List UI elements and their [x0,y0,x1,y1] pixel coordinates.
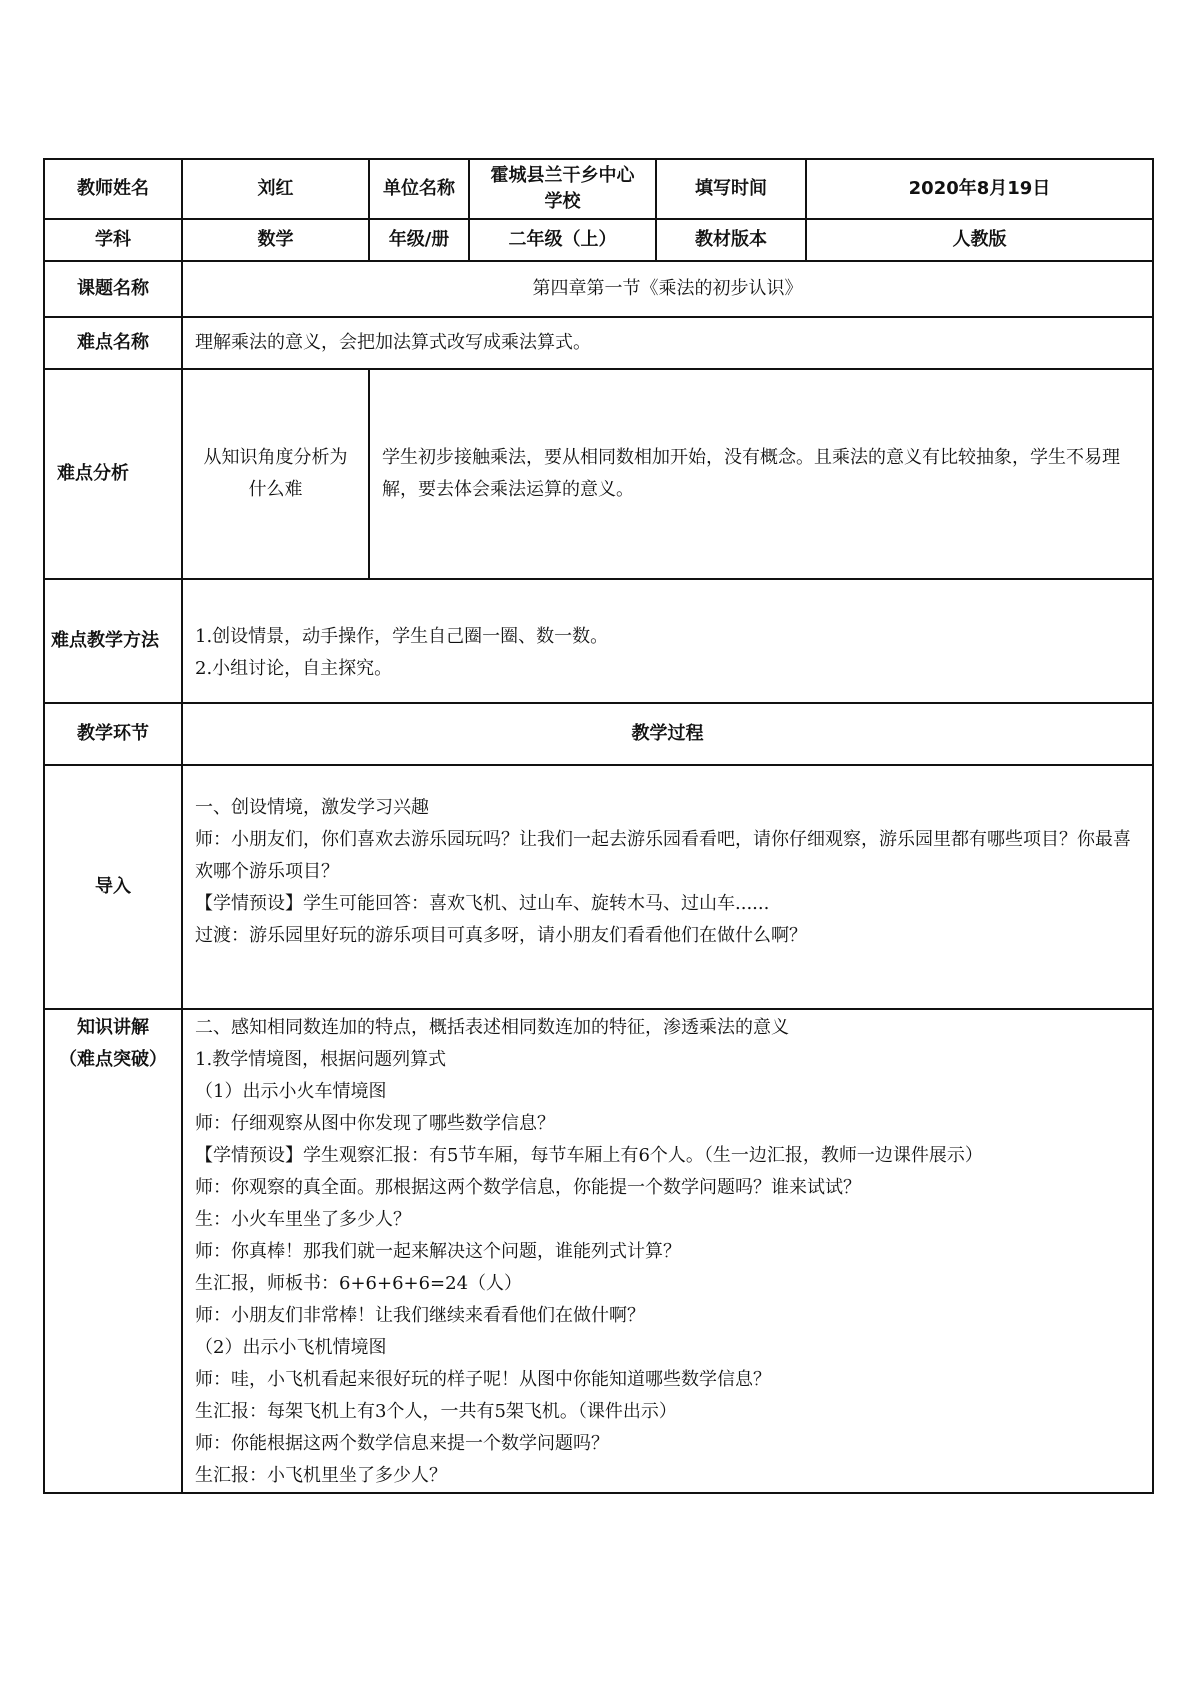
knowledge-line: 师：你观察的真全面。那根据这两个数学信息，你能提一个数学问题吗？谁来试试？ [195,1177,861,1198]
fill-date-label: 填写时间 [656,159,806,219]
intro-row [44,765,1153,1009]
edition-value: 人教版 [806,219,1153,261]
fill-date-value: 2020年8月19日 [806,159,1153,219]
header-row-1 [44,159,1153,219]
intro-line: 师：小朋友们，你们喜欢去游乐园玩吗？让我们一起去游乐园看看吧，请你仔细观察，游乐园里都有哪些项目？你最喜欢哪个游乐项目？ [195,829,1131,882]
knowledge-row [44,1009,1153,1493]
knowledge-line: 师：小朋友们非常棒！让我们继续来看看他们在做什啊？ [195,1305,645,1326]
process-section-label: 教学环节 [44,703,182,765]
method-content [182,579,1153,703]
teacher-name-value: 刘红 [182,159,369,219]
topic-value: 第四章第一节《乘法的初步认识》 [182,261,1153,317]
difficulty-row [44,317,1153,369]
subject-value: 数学 [182,219,369,261]
analysis-value: 学生初步接触乘法，要从相同数相加开始，没有概念。且乘法的意义有比较抽象，学生不易理解，要去体会乘法运算的意义。 [369,369,1153,579]
knowledge-line: 生汇报：每架飞机上有3个人，一共有5架飞机。（课件出示） [195,1401,677,1422]
knowledge-line: 生汇报：小飞机里坐了多少人？ [195,1465,447,1486]
knowledge-line: 生：小火车里坐了多少人？ [195,1209,411,1230]
method-line: 2.小组讨论，自主探究。 [195,658,393,679]
method-line: 1.创设情景，动手操作，学生自己圈一圈、数一数。 [195,626,609,647]
process-header-row [44,703,1153,765]
knowledge-line: （1）出示小火车情境图 [195,1081,387,1102]
intro-line: 一、创设情境，激发学习兴趣 [195,797,429,818]
analysis-sub-label: 从知识角度分析为什么难 [182,369,369,579]
intro-line: 过渡：游乐园里好玩的游乐项目可真多呀，请小朋友们看看他们在做什么啊？ [195,925,807,946]
edition-label: 教材版本 [656,219,806,261]
knowledge-line: 1.教学情境图，根据问题列算式 [195,1049,447,1070]
topic-row [44,261,1153,317]
knowledge-line: 师：仔细观察从图中你发现了哪些数学信息？ [195,1113,555,1134]
knowledge-line: 师：你能根据这两个数学信息来提一个数学问题吗？ [195,1433,609,1454]
intro-line: 【学情预设】学生可能回答：喜欢飞机、过山车、旋转木马、过山车...... [195,893,770,914]
knowledge-label-line: （难点突破） [59,1049,167,1070]
unit-name-value: 霍城县兰干乡中心学校 [469,159,656,219]
intro-label: 导入 [44,765,182,1009]
knowledge-label-line: 知识讲解 [77,1017,149,1038]
knowledge-line: （2）出示小飞机情境图 [195,1337,387,1358]
intro-content [182,765,1153,1009]
difficulty-value: 理解乘法的意义，会把加法算式改写成乘法算式。 [182,317,1153,369]
unit-name-label: 单位名称 [369,159,469,219]
grade-label: 年级/册 [369,219,469,261]
knowledge-content [182,1009,1153,1493]
topic-label: 课题名称 [44,261,182,317]
knowledge-line: 生汇报，师板书：6+6+6+6=24（人） [195,1273,523,1294]
knowledge-line: 师：你真棒！那我们就一起来解决这个问题，谁能列式计算？ [195,1241,681,1262]
header-row-2 [44,219,1153,261]
method-label: 难点教学方法 [44,579,182,703]
subject-label: 学科 [44,219,182,261]
knowledge-line: 师：哇，小飞机看起来很好玩的样子呢！从图中你能知道哪些数学信息？ [195,1369,771,1390]
method-row [44,579,1153,703]
knowledge-line: 二、感知相同数连加的特点，概括表述相同数连加的特征，渗透乘法的意义 [195,1017,789,1038]
grade-value: 二年级（上） [469,219,656,261]
analysis-row [44,369,1153,579]
difficulty-label: 难点名称 [44,317,182,369]
lesson-plan-table [43,158,1154,1494]
teacher-name-label: 教师姓名 [44,159,182,219]
analysis-label: 难点分析 [44,369,182,579]
knowledge-label [44,1009,182,1493]
process-title: 教学过程 [182,703,1153,765]
knowledge-line: 【学情预设】学生观察汇报：有5节车厢，每节车厢上有6个人。（生一边汇报，教师一边课件展示） [195,1145,983,1166]
